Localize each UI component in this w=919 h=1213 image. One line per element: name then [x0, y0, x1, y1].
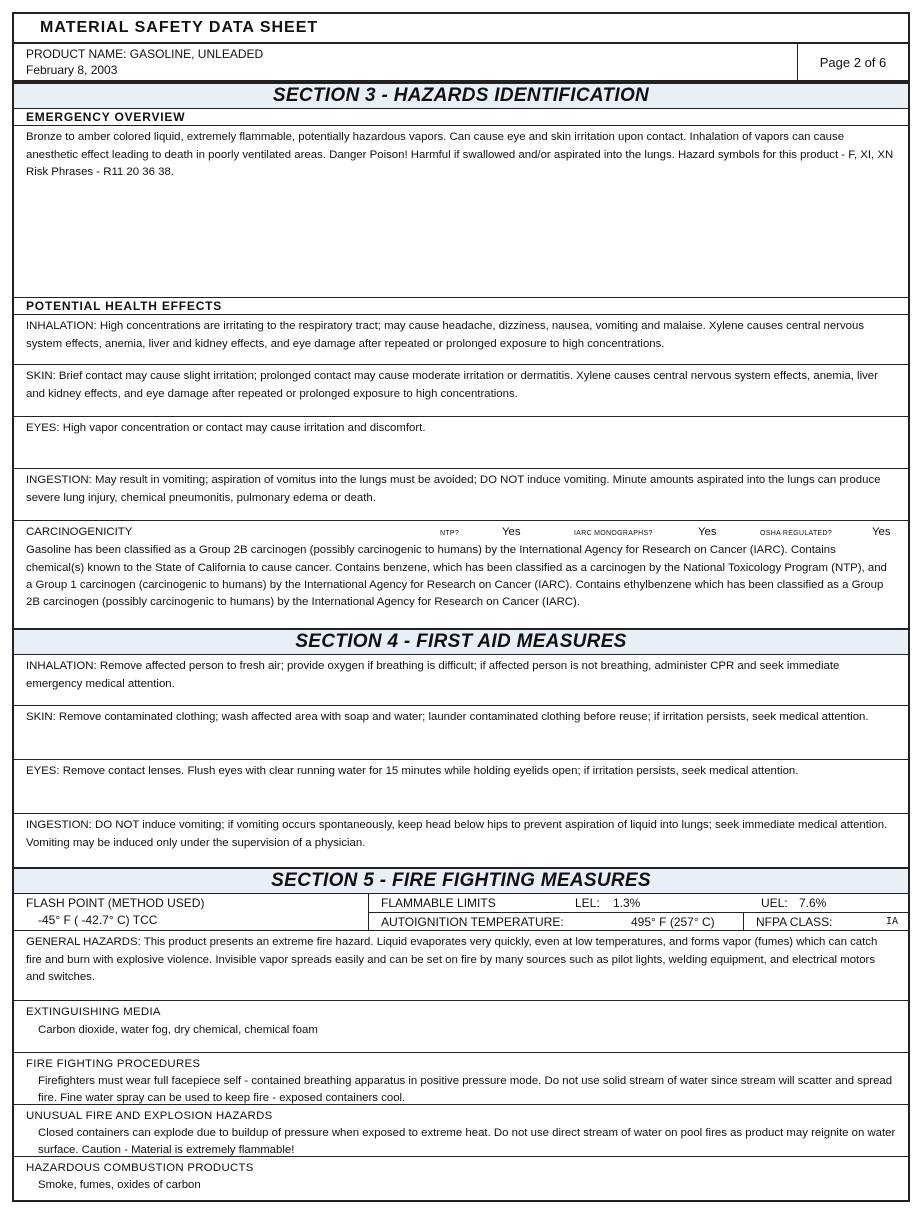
autoignition-value: 495° F (257° C) [631, 914, 715, 929]
ntp-value: Yes [502, 526, 521, 538]
potential-health-effects-label: POTENTIAL HEALTH EFFECTS [14, 297, 908, 314]
msds-sheet [12, 12, 910, 1202]
product-name: PRODUCT NAME: GASOLINE, UNLEADED [26, 47, 264, 61]
autoignition-row [369, 912, 908, 930]
osha-label: OSHA REGULATED? [760, 530, 833, 537]
fire-fighting-procedures-text: Firefighters must wear full facepiece self - contained breathing apparatus in positive pressure mode. Do not use solid stream of water since stream will scatter and spread fire. Fine water spray can be used to keep fire - exposed containers cool. [38, 1075, 893, 1104]
document-header [14, 44, 908, 82]
combustion-products-block [14, 1156, 908, 1196]
flash-point-label: FLASH POINT (METHOD USED) [26, 896, 205, 910]
ntp-label: NTP? [440, 530, 460, 537]
section-3-heading: SECTION 3 - HAZARDS IDENTIFICATION [272, 85, 650, 106]
flammable-limits-label: FLAMMABLE LIMITS [381, 896, 496, 910]
section-5-heading: SECTION 5 - FIRE FIGHTING MEASURES [271, 870, 651, 891]
fire-fighting-procedures-label: FIRE FIGHTING PROCEDURES [26, 1058, 201, 1070]
first-aid-inhalation: INHALATION: Remove affected person to fresh air; provide oxygen if breathing is difficult; if affected person is not breathing, administer CPR and seek immediate emergency medical attention. [26, 660, 840, 690]
carcinogenicity-block [14, 520, 908, 628]
flammable-limits-row [369, 894, 908, 912]
first-aid-eyes: EYES: Remove contact lenses. Flush eyes with clear running water for 15 minutes while holding eyelids open; if irritation persists, seek medical attention. [14, 759, 908, 813]
limits-cell [369, 894, 908, 930]
uel-label: UEL: [761, 896, 788, 910]
section-4-heading-bar [14, 628, 908, 655]
page-number: Page 2 of 6 [797, 44, 908, 80]
first-aid-skin: SKIN: Remove contaminated clothing; wash affected area with soap and water; launder contaminated clothing before reuse; if irritation persists, seek medical attention. [14, 705, 908, 759]
lel-value: 1.3% [613, 896, 641, 910]
carcinogenicity-text: Gasoline has been classified as a Group 2B carcinogen (possibly carcinogenic to humans) by the International Agency for Research on Cancer (IARC). Contains chemical(s) known to the State of California to cause cancer. Contains benzene, which has been classified as a carcinogen by the National Toxicology Program (NTP), and a Group 1 carcinogen (carcinogenic to humans) by the International Agency for Research on Cancer (IARC). Contains ethylbenzene which has been classified as a Group 2B carcinogen (possibly carcinogenic to humans) by the International Agency for Research on Cancer (IARC). [26, 544, 887, 609]
section-5-heading-bar [14, 867, 908, 894]
iarc-value: Yes [698, 526, 717, 538]
autoignition-label: AUTOIGNITION TEMPERATURE: [381, 914, 564, 929]
flash-point-value: -45° F ( -42.7° C) TCC [38, 913, 158, 927]
product-info [14, 44, 797, 80]
uel-value: 7.6% [799, 896, 827, 910]
section-4-heading: SECTION 4 - FIRST AID MEASURES [295, 631, 627, 652]
document-title-row [14, 14, 908, 44]
combustion-products-text: Smoke, fumes, oxides of carbon [38, 1179, 201, 1191]
general-hazards: GENERAL HAZARDS: This product presents an extreme fire hazard. Liquid evaporates very quickly, even at low temperatures, and forms vapor (fumes) which can catch fire and burn with explosive violence. Invisible vapor spreads easily and can be set on fire by many sources such as pilot lights, welding equipment, and electrical motors and switches. [14, 930, 908, 1000]
unusual-hazards-label: UNUSUAL FIRE AND EXPLOSION HAZARDS [26, 1110, 273, 1122]
unusual-hazards-text: Closed containers can explode due to buildup of pressure when exposed to extreme heat. Do not use direct stream of water on pool fires as product may reignite on water surface. Caution - Material is extremely flammable! [38, 1127, 896, 1156]
lel-label: LEL: [575, 896, 600, 910]
nfpa-cell [743, 913, 908, 931]
iarc-label: IARC MONOGRAPHS? [574, 530, 653, 537]
health-skin: SKIN: Brief contact may cause slight irritation; prolonged contact may cause moderate irritation or dermatitis. Xylene causes central nervous system effects, anemia, liver and kidney effects, and eye damage after repeated or prolonged exposure to high concentrations. [14, 364, 908, 416]
health-ingestion: INGESTION: May result in vomiting; aspiration of vomitus into the lungs must be avoided; DO NOT induce vomiting. Minute amounts aspirated into the lungs can produce severe lung injury, chemical pneumonitis, pulmonary edema or death. [14, 468, 908, 520]
extinguishing-media-label: EXTINGUISHING MEDIA [26, 1006, 161, 1018]
osha-value: Yes [872, 526, 891, 538]
carcinogenicity-label: CARCINOGENICITY [26, 526, 133, 538]
nfpa-label: NFPA CLASS: [756, 914, 833, 929]
document-title: MATERIAL SAFETY DATA SHEET [40, 19, 319, 36]
document-date: February 8, 2003 [26, 63, 118, 77]
emergency-overview-label: EMERGENCY OVERVIEW [26, 110, 186, 124]
carcinogenicity-header [26, 524, 896, 542]
flash-point-grid [14, 894, 908, 930]
section-3-heading-bar [14, 82, 908, 109]
nfpa-value: IA [886, 916, 899, 927]
extinguishing-media-block [14, 1000, 908, 1052]
health-eyes: EYES: High vapor concentration or contact may cause irritation and discomfort. [14, 416, 908, 468]
emergency-overview-text: Bronze to amber colored liquid, extremely flammable, potentially hazardous vapors. Can cause eye and skin irritation upon contact. Inhalation of vapors can cause anesthetic effect leading to death in poorly ventilated areas. Danger Poison! Harmful if swallowed and/or aspirated into the lungs. Hazard symbols for this product - F, XI, XN Risk Phrases - R11 20 36 38. [14, 125, 908, 297]
first-aid-ingestion: INGESTION: DO NOT induce vomiting; if vomiting occurs spontaneously, keep head below hips to prevent aspiration of liquid into lungs; seek immediate medical attention. Vomiting may be induced only under the supervision of a physician. [14, 813, 908, 867]
extinguishing-media-text: Carbon dioxide, water fog, dry chemical, chemical foam [38, 1023, 318, 1036]
unusual-hazards-block [14, 1104, 908, 1156]
health-inhalation: INHALATION: High concentrations are irritating to the respiratory tract; may cause headache, dizziness, nausea, vomiting and malaise. Xylene causes central nervous system effects, anemia, liver and kidney effects, and eye damage after repeated or prolonged exposure to high concentrations. [14, 314, 908, 364]
combustion-products-label: HAZARDOUS COMBUSTION PRODUCTS [26, 1162, 254, 1174]
flash-point-cell [14, 894, 369, 930]
fire-fighting-procedures-block [14, 1052, 908, 1104]
